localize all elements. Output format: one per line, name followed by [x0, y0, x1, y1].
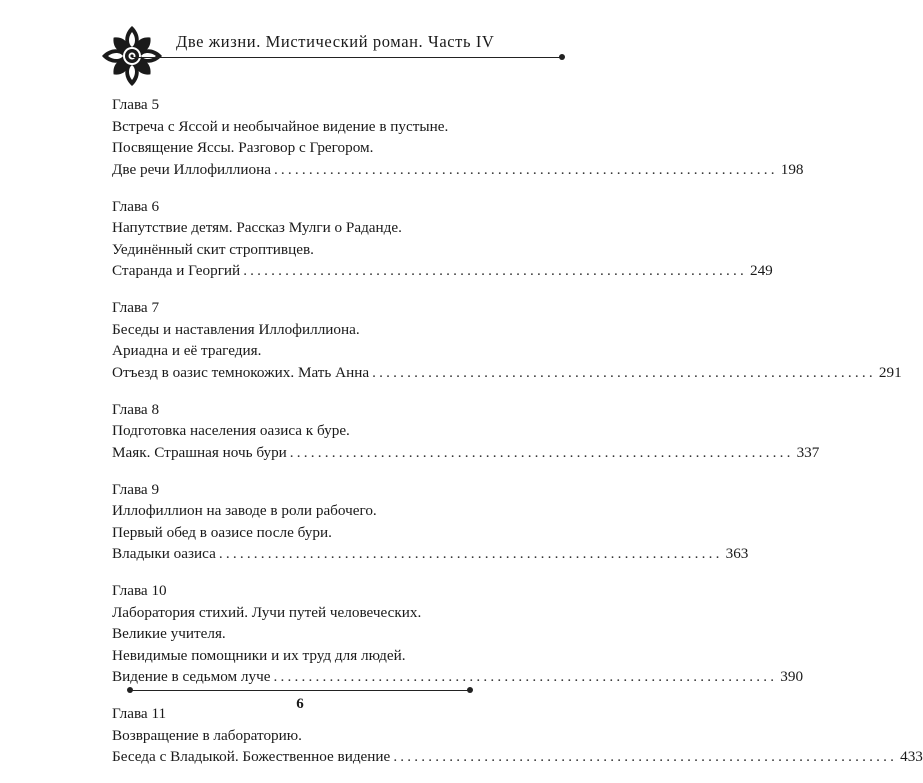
toc-entry[interactable] — [112, 159, 804, 181]
header-rule-dot — [559, 54, 565, 60]
chapter-heading: Глава 5 — [112, 96, 160, 113]
chapter-heading: Глава 6 — [112, 197, 160, 215]
entry-page-number: 198 — [780, 160, 804, 178]
book-title: Две жизни. Мистический роман. Часть IV — [176, 32, 495, 51]
dot-leader: ........................................................................ — [273, 668, 778, 685]
dot-leader: ........................................................................ — [393, 748, 898, 765]
chapter-5 — [112, 94, 804, 180]
dot-leader: ........................................................................ — [243, 262, 747, 279]
footer-rule-dot-right — [467, 687, 473, 693]
chapter-line: Иллофиллион на заводе в роли рабочего. — [112, 502, 377, 519]
toc-entry[interactable] — [112, 442, 820, 464]
entry-title: Две речи Иллофиллиона — [112, 160, 271, 178]
entry-page-number: 249 — [749, 262, 773, 279]
entry-page-number: 337 — [796, 443, 820, 461]
chapter-line: Ариадна и её трагедия. — [112, 342, 262, 359]
chapter-10 — [112, 580, 804, 688]
toc-entry[interactable] — [112, 362, 902, 384]
chapter-line: Великие учителя. — [112, 625, 226, 642]
chapter-line: Подготовка населения оазиса к буре. — [112, 422, 350, 439]
footer-rule — [130, 690, 470, 691]
chapter-heading: Глава 7 — [112, 299, 160, 316]
dot-leader: ........................................................................ — [372, 363, 876, 381]
chapter-line: Первый обед в оазисе после бури. — [112, 523, 332, 541]
chapter-line: Уединённый скит строптивцев. — [112, 240, 314, 258]
entry-title: Беседа с Владыкой. Божественное видение — [112, 748, 391, 765]
toc-entry[interactable] — [112, 666, 804, 688]
chapter-heading: Глава 8 — [112, 400, 160, 418]
header-rule — [132, 57, 562, 58]
chapter-line: Невидимые помощники и их труд для людей. — [112, 646, 406, 664]
chapter-heading: Глава 9 — [112, 480, 160, 498]
entry-page-number: 291 — [878, 363, 902, 381]
entry-page-number: 433 — [900, 748, 923, 765]
running-header — [92, 24, 562, 84]
entry-title: Владыки оазиса — [112, 545, 216, 562]
entry-page-number: 390 — [780, 668, 804, 685]
chapter-line: Возвращение в лабораторию. — [112, 726, 302, 744]
page-number: 6 — [296, 696, 304, 712]
dot-leader: ........................................................................ — [289, 443, 794, 461]
chapter-line: Встреча с Яссой и необычайное видение в пустыне. — [112, 117, 449, 135]
toc-entry[interactable] — [112, 543, 749, 565]
chapter-line: Напутствие детям. Рассказ Мулги о Раданде. — [112, 219, 402, 236]
chapter-line: Беседы и наставления Иллофиллиона. — [112, 320, 360, 338]
dot-leader: ........................................................................ — [218, 545, 723, 562]
entry-title: Старанда и Георгий — [112, 262, 241, 279]
toc-entry[interactable] — [112, 746, 923, 768]
table-of-contents — [112, 94, 923, 783]
toc-entry[interactable] — [112, 260, 773, 282]
dot-leader: ........................................................................ — [273, 160, 778, 178]
chapter-7 — [112, 297, 902, 383]
chapter-line: Посвящение Яссы. Разговор с Грегором. — [112, 139, 374, 156]
entry-page-number: 363 — [725, 545, 749, 562]
chapter-8 — [112, 399, 820, 464]
chapter-6 — [112, 196, 773, 282]
lotus-ornament-icon — [100, 24, 164, 88]
entry-title: Маяк. Страшная ночь бури — [112, 443, 287, 461]
entry-title: Видение в седьмом луче — [112, 668, 271, 685]
chapter-heading: Глава 10 — [112, 582, 167, 599]
chapter-9 — [112, 479, 749, 565]
chapter-heading: Глава 11 — [112, 705, 167, 722]
chapter-line: Лаборатория стихий. Лучи путей человеческих. — [112, 603, 422, 621]
entry-title: Отъезд в оазис темнокожих. Мать Анна — [112, 363, 370, 381]
